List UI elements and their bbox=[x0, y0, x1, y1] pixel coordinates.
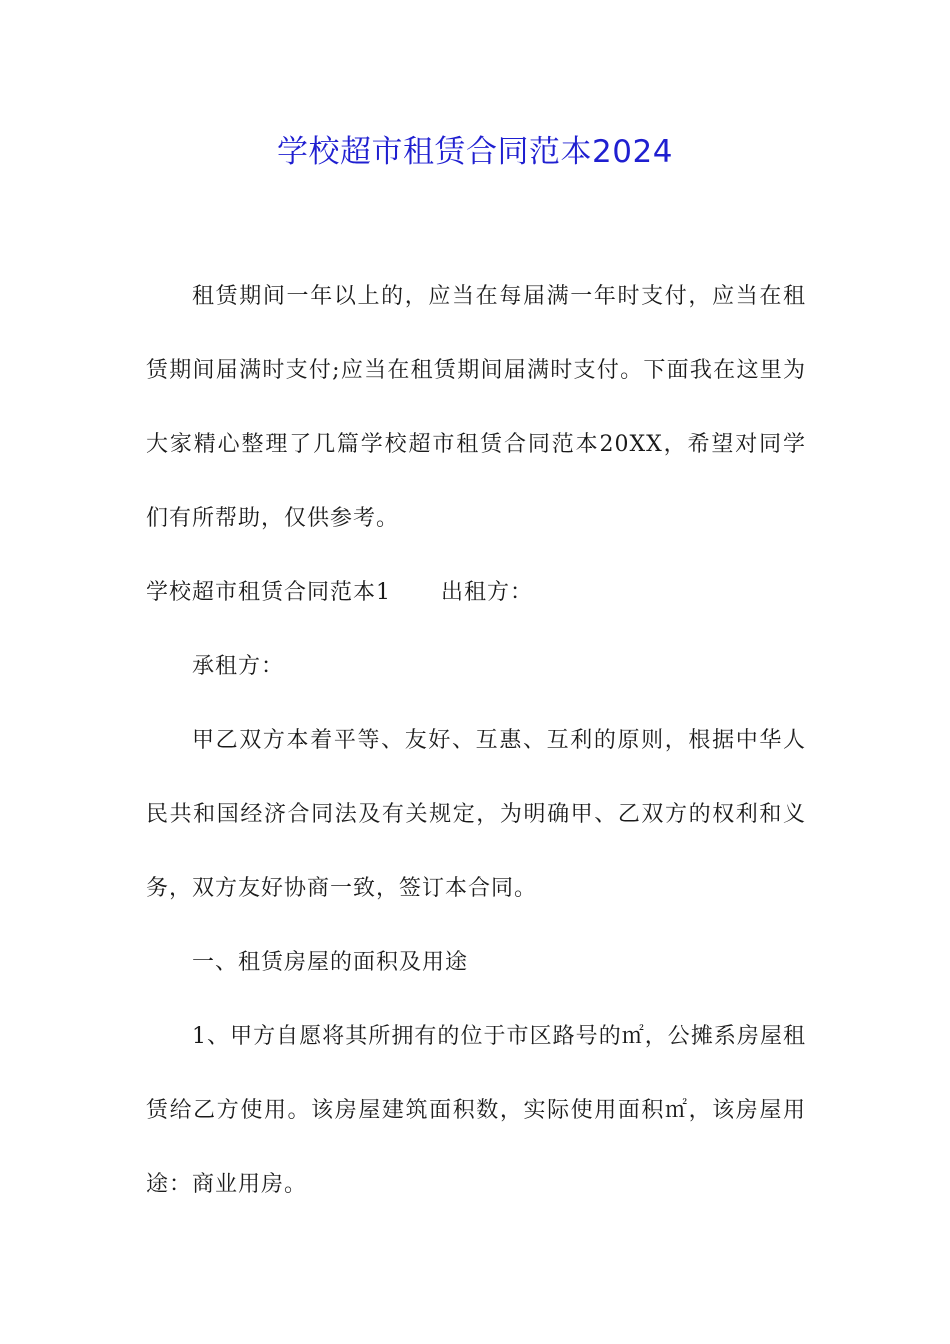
preamble-paragraph: 甲乙双方本着平等、友好、互惠、互利的原则，根据中华人民共和国经济合同法及有关规定，为明确甲、乙双方的权利和义务，双方友好协商一致，签订本合同。 bbox=[146, 728, 806, 901]
lessee-label: 承租方： bbox=[192, 654, 285, 679]
section-heading-1: 一、租赁房屋的面积及用途 bbox=[192, 950, 469, 975]
intro-paragraph: 租赁期间一年以上的，应当在每届满一年时支付，应当在租赁期间届满时支付;应当在租赁期间届满时支付。下面我在这里为大家精心整理了几篇学校超市租赁合同范本20XX，希望对同学们有所帮助，仅供参考。 bbox=[146, 284, 806, 531]
lessor-label: 出租方： bbox=[441, 580, 534, 605]
document-title: 学校超市租赁合同范本2024 bbox=[277, 134, 673, 170]
sample-heading: 学校超市租赁合同范本1 bbox=[146, 580, 391, 605]
document-body bbox=[146, 260, 806, 1222]
clause-1-paragraph: 1、甲方自愿将其所拥有的位于市区路号的㎡，公摊系房屋租赁给乙方使用。该房屋建筑面积数，实际使用面积㎡，该房屋用途：商业用房。 bbox=[146, 1024, 806, 1197]
sample-heading-line bbox=[146, 556, 806, 630]
